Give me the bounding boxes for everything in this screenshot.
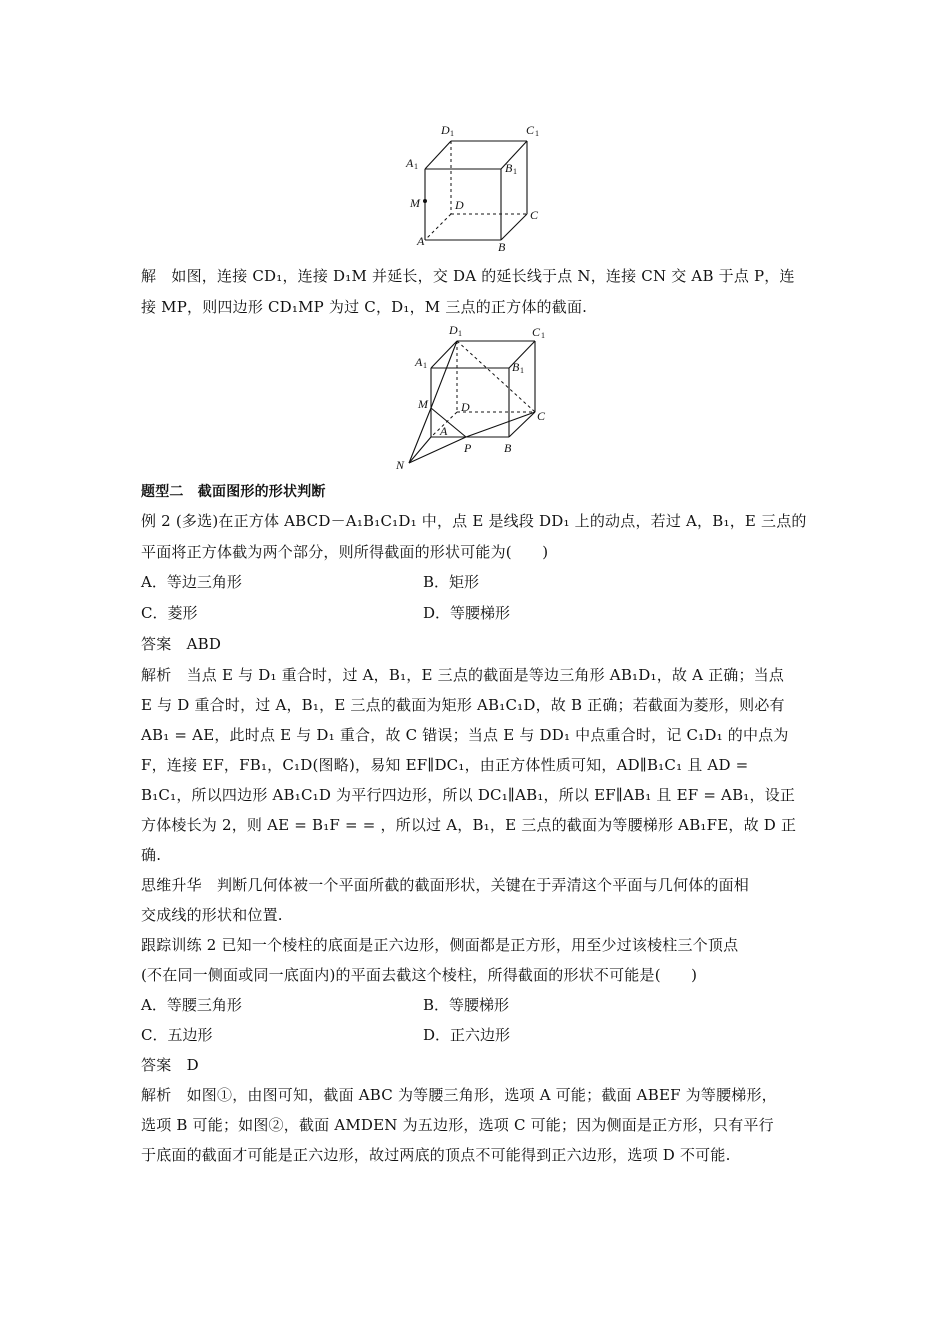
example2-option-b: B．矩形 xyxy=(423,573,480,591)
training2-option-a: A．等腰三角形 xyxy=(141,996,242,1014)
svg-text:1: 1 xyxy=(541,331,545,340)
label-c: C xyxy=(530,208,539,222)
label-a: A xyxy=(440,424,448,438)
analysis1-line: 方体棱长为 2，则 AE = B₁F = = ，所以过 A，B₁，E 三点的截面为等腰梯形 AB₁FE，故 D 正 xyxy=(141,816,797,834)
svg-text:1: 1 xyxy=(513,167,517,176)
label-m: M xyxy=(418,397,428,411)
training2-line: 跟踪训练 2 已知一个棱柱的底面是正六边形，侧面都是正方形，用至少过该棱柱三个顶点 xyxy=(141,936,739,954)
label-m: M xyxy=(410,196,420,210)
analysis1-line: 确. xyxy=(141,846,162,864)
svg-text:1: 1 xyxy=(458,329,462,338)
analysis1-line: F，连接 EF，FB₁，C₁D(图略)，易知 EF∥DC₁，由正方体性质可知，AD∥B₁C₁ 且 AD = xyxy=(141,756,749,774)
example2-line2: 平面将正方体截为两个部分，则所得截面的形状可能为( ) xyxy=(141,543,549,561)
analysis2-line: 解析 如图①，由图可知，截面 ABC 为等腰三角形，选项 A 可能；截面 ABEF 为等腰梯形， xyxy=(141,1086,777,1104)
example2-answer: 答案 ABD xyxy=(141,635,222,653)
example2-option-c: C．菱形 xyxy=(141,604,198,622)
analysis1-line: 解析 当点 E 与 D₁ 重合时，过 A，B₁，E 三点的截面是等边三角形 AB₁D₁，故 A 正确；当点 xyxy=(141,666,785,684)
cube-figure-2 xyxy=(392,322,562,472)
summary-line: 思维升华 判断几何体被一个平面所截的截面形状，关键在于弄清这个平面与几何体的面相 xyxy=(141,876,750,894)
svg-text:1: 1 xyxy=(535,129,539,138)
analysis1-line: E 与 D 重合时，过 A，B₁，E 三点的截面为矩形 AB₁C₁D，故 B 正确；若截面为菱形，则必有 xyxy=(141,696,785,714)
analysis2-line: 选项 B 可能；如图②，截面 AMDEN 为五边形，选项 C 可能；因为侧面是正方形，只有平行 xyxy=(141,1116,774,1134)
label-a1: A xyxy=(406,156,414,170)
example2-option-d: D．等腰梯形 xyxy=(423,604,511,622)
label-b: B xyxy=(498,240,506,254)
solution1-line1: 解 如图，连接 CD₁，连接 D₁M 并延长，交 DA 的延长线于点 N，连接 CN 交 AB 于点 P，连 xyxy=(141,267,795,285)
label-a: A xyxy=(417,234,425,248)
analysis1-line: B₁C₁，所以四边形 AB₁C₁D 为平行四边形，所以 DC₁∥AB₁，所以 EF∥AB₁ 且 EF = AB₁，设正 xyxy=(141,786,796,804)
svg-text:1: 1 xyxy=(520,366,524,375)
training2-option-b: B．等腰梯形 xyxy=(423,996,510,1014)
label-b: B xyxy=(504,441,512,455)
label-d1: D xyxy=(449,323,458,337)
label-d: D xyxy=(461,400,470,414)
label-n: N xyxy=(396,458,405,472)
label-c1: C xyxy=(526,123,535,137)
analysis2-line: 于底面的截面才可能是正六边形，故过两底的顶点不可能得到正六边形，选项 D 不可能. xyxy=(141,1146,731,1164)
summary-line: 交成线的形状和位置. xyxy=(141,906,283,924)
training2-line: (不在同一侧面或同一底面内)的平面去截这个棱柱，所得截面的形状不可能是( ) xyxy=(141,966,698,984)
cube-figure-1 xyxy=(400,118,560,258)
example2-line1: 例 2 (多选)在正方体 ABCD－A₁B₁C₁D₁ 中，点 E 是线段 DD₁ 上的动点，若过 A，B₁，E 三点的 xyxy=(141,512,807,530)
analysis1-line: AB₁ = AE，此时点 E 与 D₁ 重合，故 C 错误；当点 E 与 DD₁ 中点重合时，记 C₁D₁ 的中点为 xyxy=(141,726,789,744)
training2-option-d: D．正六边形 xyxy=(423,1026,511,1044)
solution1-line2: 接 MP，则四边形 CD₁MP 为过 C，D₁，M 三点的正方体的截面. xyxy=(141,298,588,316)
label-d: D xyxy=(455,198,464,212)
label-p: P xyxy=(464,441,472,455)
label-c1: C xyxy=(532,325,541,339)
svg-text:1: 1 xyxy=(423,361,427,370)
label-b1: B xyxy=(512,360,520,374)
label-b1: B xyxy=(505,161,513,175)
training2-option-c: C．五边形 xyxy=(141,1026,213,1044)
cube-diagram-1 xyxy=(400,118,560,258)
label-a1: A xyxy=(415,355,423,369)
training2-answer: 答案 D xyxy=(141,1056,199,1074)
svg-text:1: 1 xyxy=(414,162,418,171)
example2-option-a: A．等边三角形 xyxy=(141,573,242,591)
section-title: 题型二 截面图形的形状判断 xyxy=(141,484,326,500)
svg-text:1: 1 xyxy=(450,129,454,138)
cube-diagram-2 xyxy=(392,322,562,472)
label-c: C xyxy=(537,409,546,423)
label-d1: D xyxy=(441,123,450,137)
